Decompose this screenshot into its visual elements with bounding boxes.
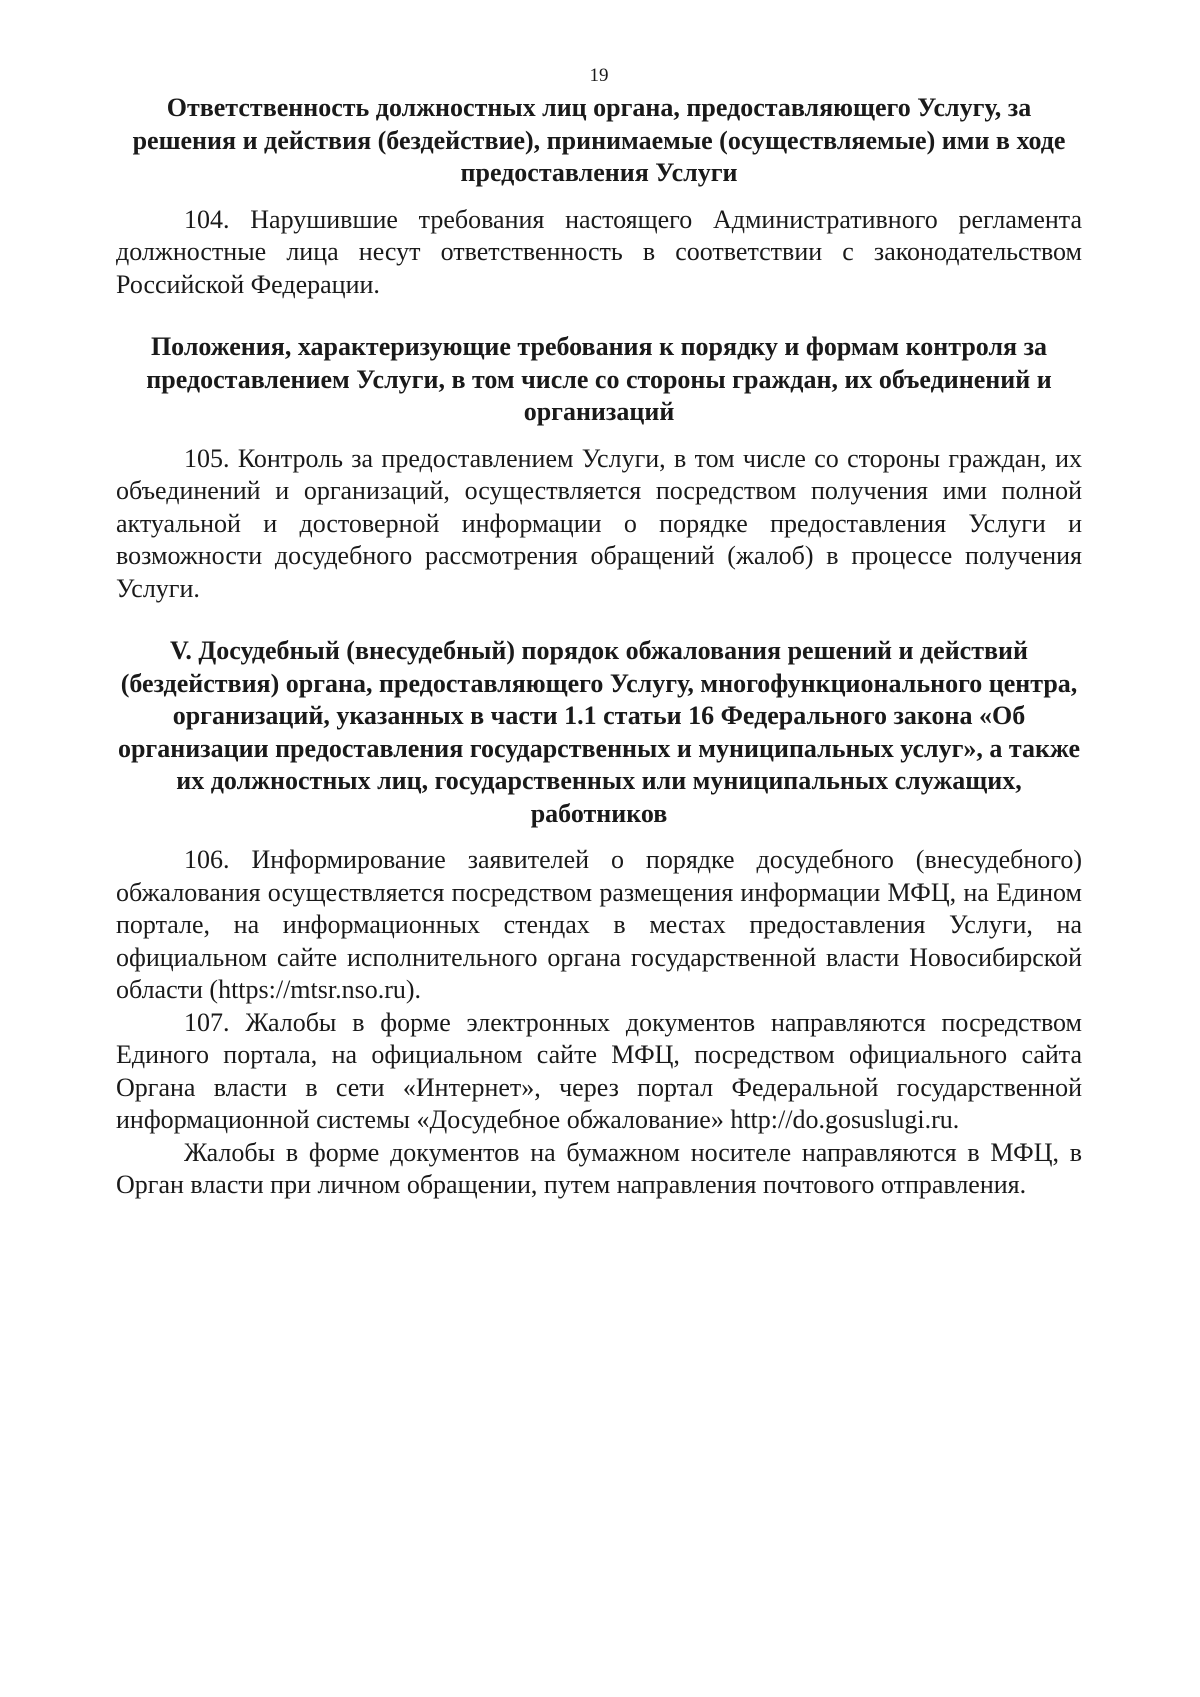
document-page: [116, 64, 1082, 1202]
paragraph-paper-complaints: Жалобы в форме документов на бумажном носителе направляются в МФЦ, в Орган власти при личном обращении, путем направления почтового отправления.: [116, 1137, 1082, 1199]
paragraph-104: 104. Нарушившие требования настоящего Административного регламента должностные лица несут ответственность в соответствии с законодательством Российской Федерации.: [116, 204, 1082, 299]
paragraph-107: 107. Жалобы в форме электронных документов направляются посредством Единого портала, на официальном сайте МФЦ, посредством официального сайта Органа власти в сети «Интернет», через портал Федеральной государственной информационной системы «Досудебное обжалование» http://do.gosuslugi.ru.: [116, 1007, 1082, 1134]
paragraph-106: 106. Информирование заявителей о порядке досудебного (внесудебного) обжалования осуществляется посредством размещения информации МФЦ, на Едином портале, на информационных стендах в местах предоставления Услуги, на официальном сайте исполнительного органа государственной власти Новосибирской области (https://mtsr.nso.ru).: [116, 845, 1082, 1004]
paragraph-105: 105. Контроль за предоставлением Услуги, в том числе со стороны граждан, их объединений и организаций, осуществляется посредством получения ими полной актуальной и достоверной информации о порядке предоставления Услуги и возможности досудебного рассмотрения обращений (жалоб) в процессе получения Услуги.: [116, 443, 1082, 603]
page-number: 19: [589, 65, 609, 86]
section-heading-responsibility: Ответственность должностных лиц органа, предоставляющего Услугу, за решения и действия (бездействие), принимаемые (осуществляемые) ими в ходе предоставления Услуги: [132, 93, 1066, 187]
section-heading-control: Положения, характеризующие требования к порядку и формам контроля за предоставлением Услуги, в том числе со стороны граждан, их объединений и организаций: [146, 332, 1052, 426]
section-heading-appeal: V. Досудебный (внесудебный) порядок обжалования решений и действий (бездействия) органа, предоставляющего Услугу, многофункционального центра, организаций, указанных в части 1.1 статьи 16 Федерального закона «Об организации предоставления государственных и муниципальных услуг», а также их должностных лиц, государственных или муниципальных служащих, работников: [117, 636, 1081, 828]
